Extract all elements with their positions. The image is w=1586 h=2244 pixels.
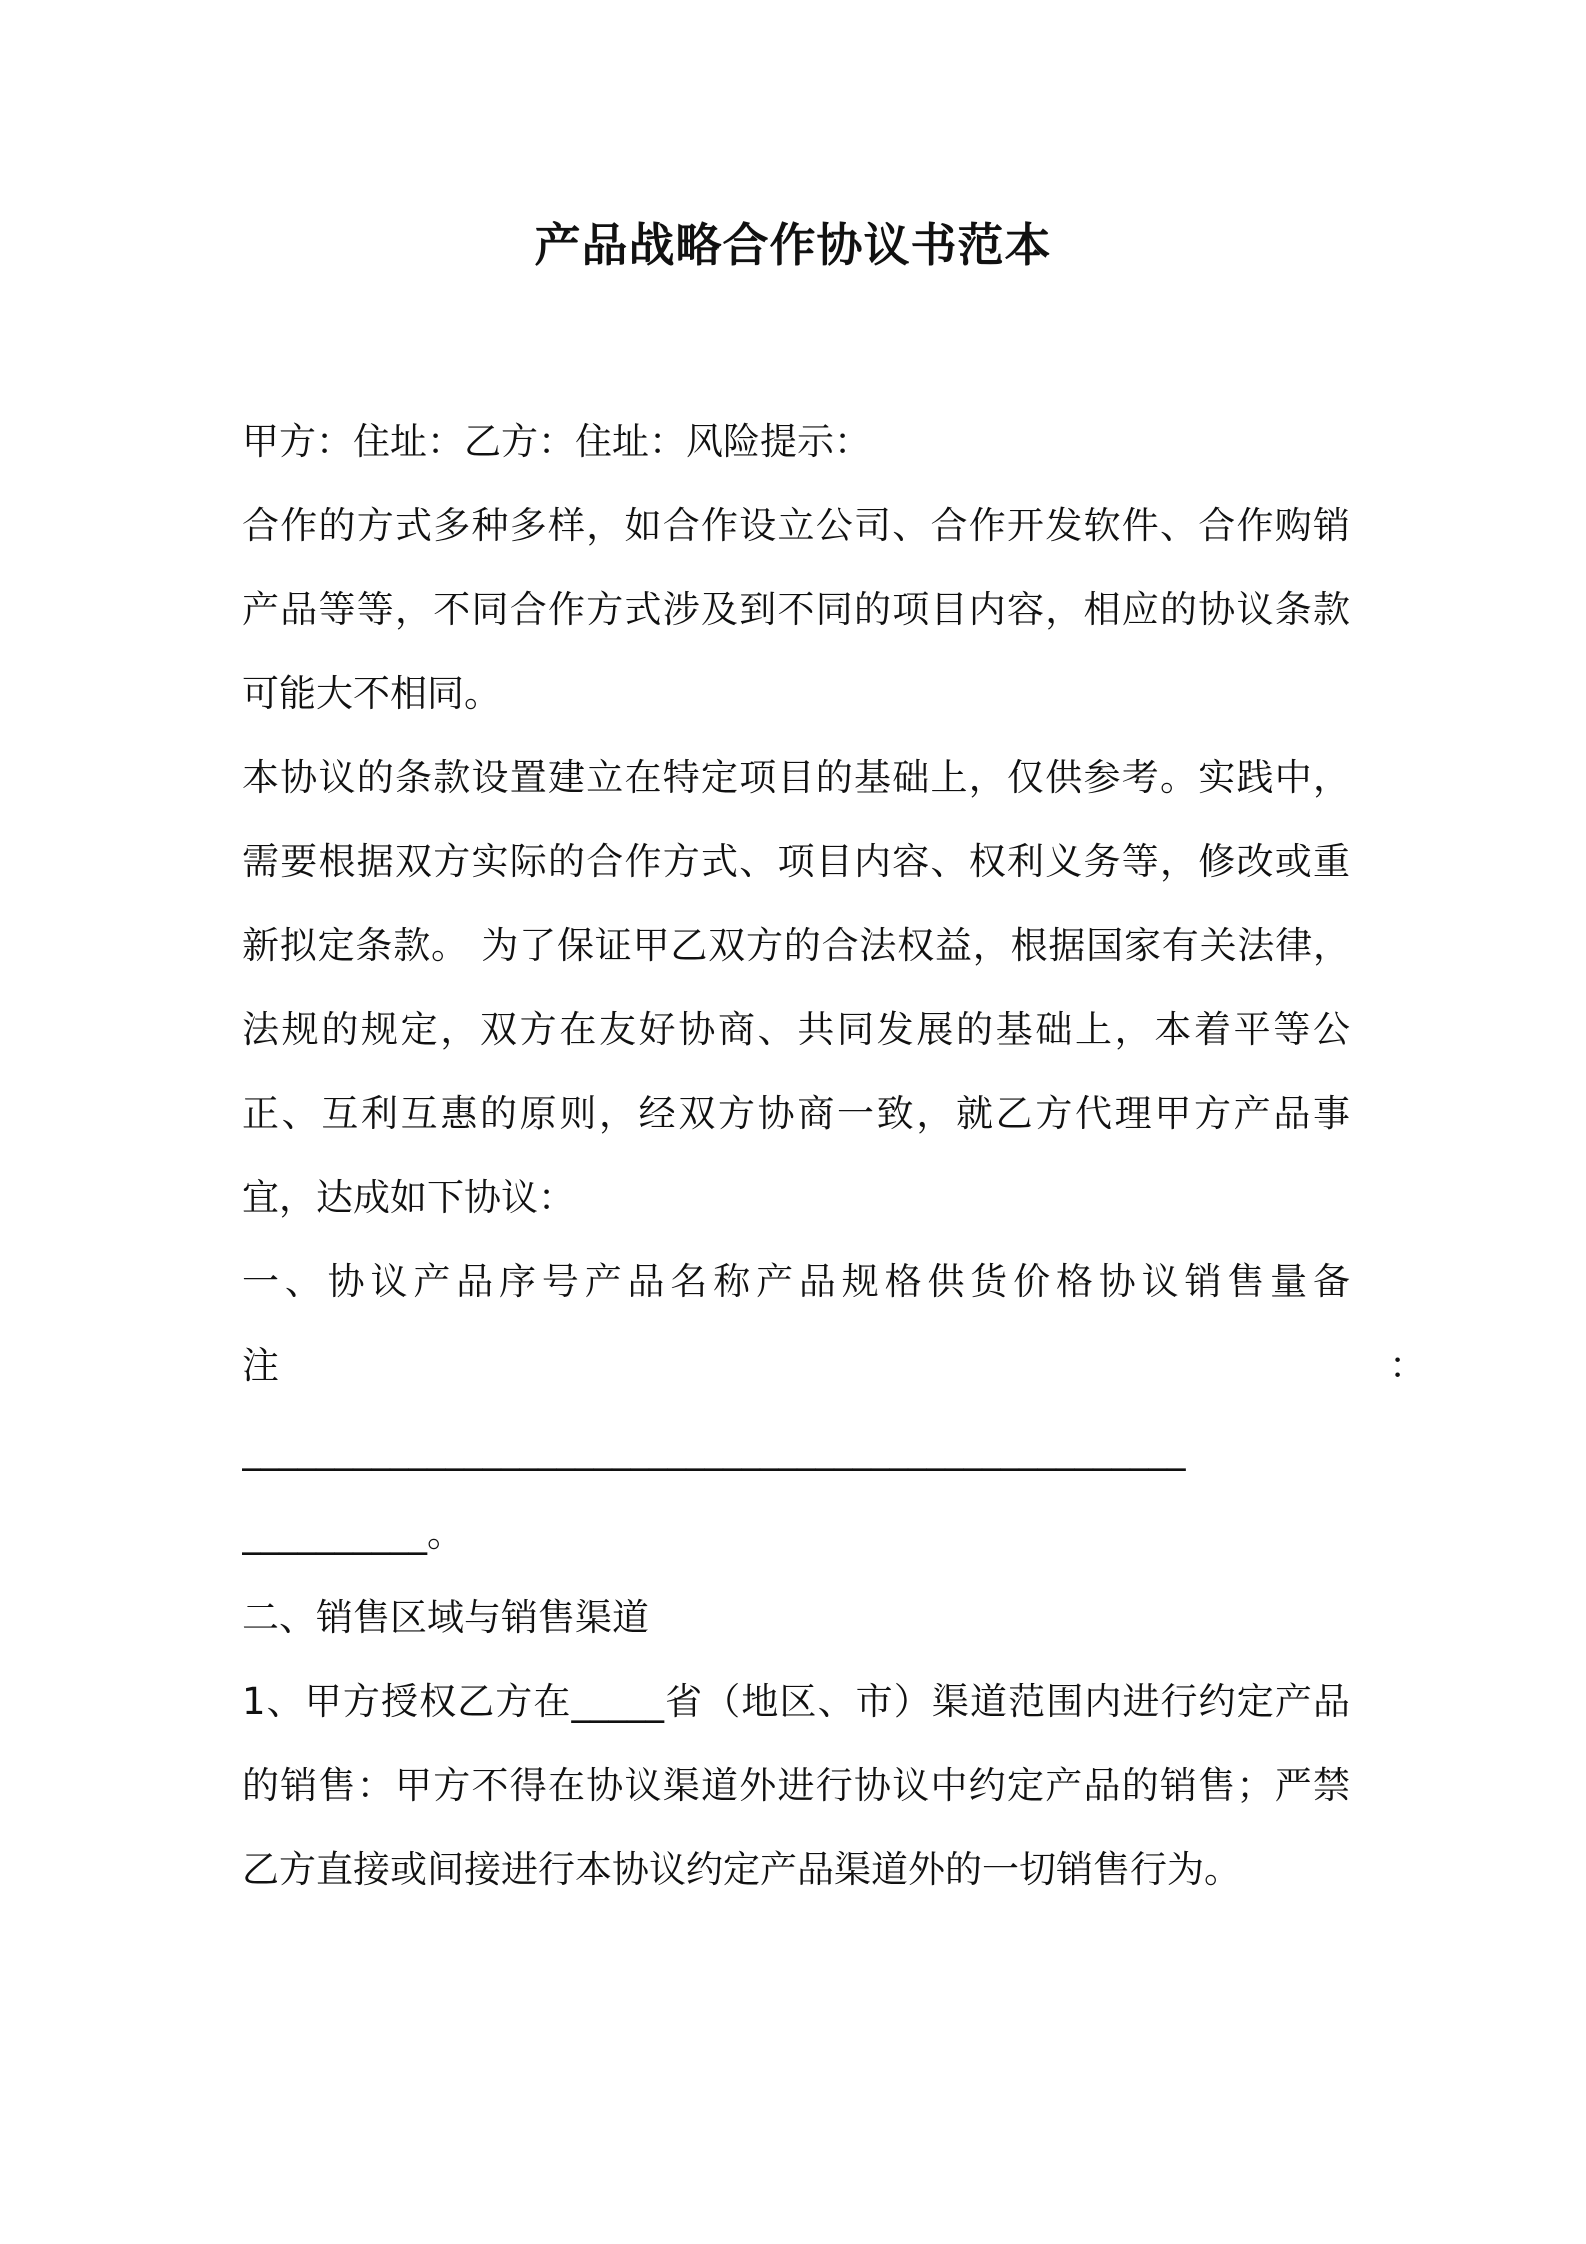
parties-line: 甲方：住址：乙方：住址：风险提示： [242,420,871,463]
blank-line-2: __________。 [242,1512,464,1555]
section-1-heading: 一、协议产品序号产品名称产品规格供货价格协议销售量备注 ： [242,1260,1426,1387]
clause-2-1: 1、甲方授权乙方在_____省（地区、市）渠道范围内进行约定产品的销售：甲方不得在协议渠道外进行协议中约定产品的销售；严禁乙方直接或间接进行本协议约定产品渠道外的一切销售行为。 [242,1680,1350,1891]
intro-paragraph: 本协议的条款设置建立在特定项目的基础上，仅供参考。实践中，需要根据双方实际的合作方式、项目内容、权利义务等，修改或重新拟定条款。 为了保证甲乙双方的合法权益，根据国家有关法律，法规的规定，双方在友好协商、共同发展的基础上，本着平等公正、互利互惠的原则，经双方协商一致，就乙方代理甲方产品事宜，达成如下协议： [242,756,1350,1219]
document-body [242,400,1426,1912]
blank-line-1: ___________________________________________________ [242,1428,1186,1471]
section-2-heading: 二、销售区域与销售渠道 [242,1596,649,1639]
risk-paragraph: 合作的方式多种多样，如合作设立公司、合作开发软件、合作购销产品等等，不同合作方式涉及到不同的项目内容，相应的协议条款可能大不相同。 [242,504,1350,715]
document-title: 产品战略合作协议书范本 [534,218,1052,272]
